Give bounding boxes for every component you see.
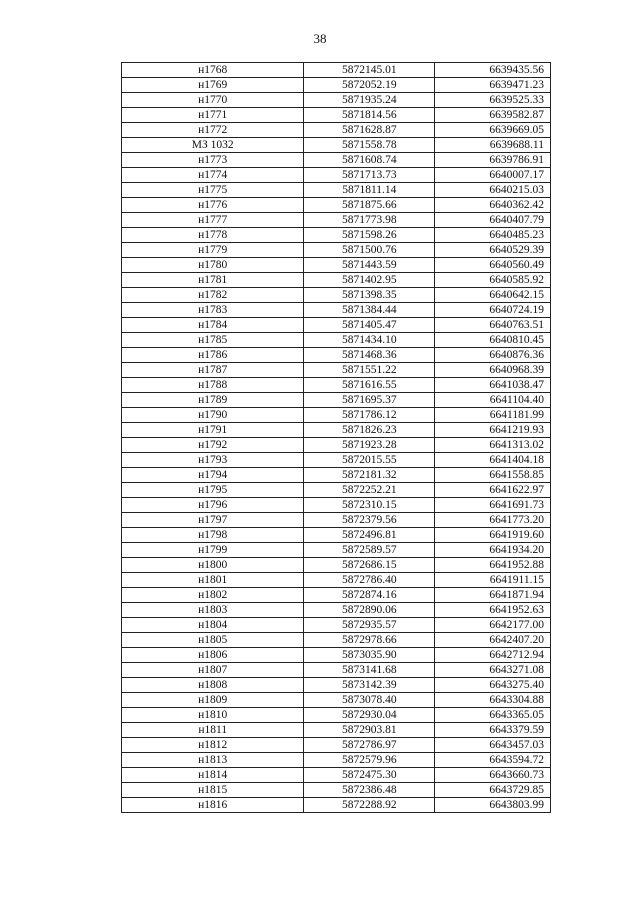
y-coordinate-cell: 6641871.94 [435, 588, 551, 603]
x-coordinate-cell: 5872903.81 [304, 723, 435, 738]
point-id-cell: н1775 [122, 183, 304, 198]
point-id-cell: н1786 [122, 348, 304, 363]
table-row [122, 243, 551, 258]
table-row [122, 528, 551, 543]
x-coordinate-cell: 5871405.47 [304, 318, 435, 333]
x-coordinate-cell: 5871786.12 [304, 408, 435, 423]
point-id-cell: н1805 [122, 633, 304, 648]
point-id-cell: н1771 [122, 108, 304, 123]
table-row [122, 738, 551, 753]
x-coordinate-cell: 5872686.15 [304, 558, 435, 573]
x-coordinate-cell: 5872386.48 [304, 783, 435, 798]
x-coordinate-cell: 5873142.39 [304, 678, 435, 693]
y-coordinate-cell: 6641622.97 [435, 483, 551, 498]
y-coordinate-cell: 6639669.05 [435, 123, 551, 138]
table-row [122, 393, 551, 408]
x-coordinate-cell: 5871398.35 [304, 288, 435, 303]
y-coordinate-cell: 6641934.20 [435, 543, 551, 558]
point-id-cell: н1809 [122, 693, 304, 708]
point-id-cell: н1813 [122, 753, 304, 768]
x-coordinate-cell: 5871935.24 [304, 93, 435, 108]
table-row [122, 723, 551, 738]
x-coordinate-cell: 5871814.56 [304, 108, 435, 123]
table-row [122, 798, 551, 813]
point-id-cell: н1788 [122, 378, 304, 393]
y-coordinate-cell: 6640407.79 [435, 213, 551, 228]
table-row [122, 258, 551, 273]
table-row [122, 438, 551, 453]
table-row [122, 603, 551, 618]
y-coordinate-cell: 6641911.15 [435, 573, 551, 588]
y-coordinate-cell: 6641773.20 [435, 513, 551, 528]
table-row [122, 408, 551, 423]
y-coordinate-cell: 6643457.03 [435, 738, 551, 753]
x-coordinate-cell: 5871558.78 [304, 138, 435, 153]
x-coordinate-cell: 5871402.95 [304, 273, 435, 288]
x-coordinate-cell: 5871434.10 [304, 333, 435, 348]
point-id-cell: н1793 [122, 453, 304, 468]
y-coordinate-cell: 6640763.51 [435, 318, 551, 333]
y-coordinate-cell: 6640642.15 [435, 288, 551, 303]
y-coordinate-cell: 6641038.47 [435, 378, 551, 393]
point-id-cell: н1804 [122, 618, 304, 633]
x-coordinate-cell: 5872786.40 [304, 573, 435, 588]
x-coordinate-cell: 5872252.21 [304, 483, 435, 498]
table-row [122, 78, 551, 93]
x-coordinate-cell: 5872288.92 [304, 798, 435, 813]
x-coordinate-cell: 5872589.57 [304, 543, 435, 558]
point-id-cell: н1789 [122, 393, 304, 408]
table-row [122, 543, 551, 558]
table-row [122, 213, 551, 228]
point-id-cell: н1797 [122, 513, 304, 528]
y-coordinate-cell: 6643365.05 [435, 708, 551, 723]
y-coordinate-cell: 6641952.88 [435, 558, 551, 573]
table-row [122, 468, 551, 483]
y-coordinate-cell: 6643660.73 [435, 768, 551, 783]
x-coordinate-cell: 5871500.76 [304, 243, 435, 258]
table-row [122, 783, 551, 798]
x-coordinate-cell: 5873141.68 [304, 663, 435, 678]
point-id-cell: н1783 [122, 303, 304, 318]
point-id-cell: н1799 [122, 543, 304, 558]
table-row [122, 558, 551, 573]
x-coordinate-cell: 5871875.66 [304, 198, 435, 213]
point-id-cell: н1802 [122, 588, 304, 603]
table-row [122, 663, 551, 678]
table-row [122, 378, 551, 393]
x-coordinate-cell: 5871598.26 [304, 228, 435, 243]
y-coordinate-cell: 6643803.99 [435, 798, 551, 813]
table-row [122, 138, 551, 153]
x-coordinate-cell: 5872874.16 [304, 588, 435, 603]
x-coordinate-cell: 5872890.06 [304, 603, 435, 618]
point-id-cell: н1794 [122, 468, 304, 483]
y-coordinate-cell: 6640724.19 [435, 303, 551, 318]
point-id-cell: н1774 [122, 168, 304, 183]
point-id-cell: н1776 [122, 198, 304, 213]
x-coordinate-cell: 5872310.15 [304, 498, 435, 513]
point-id-cell: н1778 [122, 228, 304, 243]
point-id-cell: н1810 [122, 708, 304, 723]
table-row [122, 303, 551, 318]
x-coordinate-cell: 5871628.87 [304, 123, 435, 138]
point-id-cell: н1806 [122, 648, 304, 663]
y-coordinate-cell: 6643729.85 [435, 783, 551, 798]
point-id-cell: н1807 [122, 663, 304, 678]
table-row [122, 423, 551, 438]
y-coordinate-cell: 6639525.33 [435, 93, 551, 108]
y-coordinate-cell: 6643275.40 [435, 678, 551, 693]
x-coordinate-cell: 5872145.01 [304, 63, 435, 78]
x-coordinate-cell: 5872475.30 [304, 768, 435, 783]
x-coordinate-cell: 5873078.40 [304, 693, 435, 708]
table-row [122, 333, 551, 348]
point-id-cell: н1816 [122, 798, 304, 813]
table-row [122, 588, 551, 603]
coordinates-table-body [122, 63, 551, 813]
point-id-cell: н1772 [122, 123, 304, 138]
y-coordinate-cell: 6640560.49 [435, 258, 551, 273]
y-coordinate-cell: 6643271.08 [435, 663, 551, 678]
y-coordinate-cell: 6640215.03 [435, 183, 551, 198]
page-number: 38 [313, 31, 327, 46]
point-id-cell: н1785 [122, 333, 304, 348]
table-row [122, 483, 551, 498]
point-id-cell: н1801 [122, 573, 304, 588]
y-coordinate-cell: 6640485.23 [435, 228, 551, 243]
point-id-cell: н1768 [122, 63, 304, 78]
table-row [122, 453, 551, 468]
point-id-cell: н1800 [122, 558, 304, 573]
table-row [122, 363, 551, 378]
y-coordinate-cell: 6641952.63 [435, 603, 551, 618]
x-coordinate-cell: 5871608.74 [304, 153, 435, 168]
table-row [122, 573, 551, 588]
y-coordinate-cell: 6641313.02 [435, 438, 551, 453]
y-coordinate-cell: 6641404.18 [435, 453, 551, 468]
table-row [122, 753, 551, 768]
table-row [122, 63, 551, 78]
y-coordinate-cell: 6641919.60 [435, 528, 551, 543]
point-id-cell: н1779 [122, 243, 304, 258]
table-row [122, 93, 551, 108]
table-row [122, 498, 551, 513]
table-row [122, 288, 551, 303]
x-coordinate-cell: 5871468.36 [304, 348, 435, 363]
table-row [122, 693, 551, 708]
table-row [122, 198, 551, 213]
point-id-cell: н1777 [122, 213, 304, 228]
table-row [122, 618, 551, 633]
y-coordinate-cell: 6642407.20 [435, 633, 551, 648]
x-coordinate-cell: 5871773.98 [304, 213, 435, 228]
table-row [122, 228, 551, 243]
y-coordinate-cell: 6641219.93 [435, 423, 551, 438]
x-coordinate-cell: 5872015.55 [304, 453, 435, 468]
table-row [122, 768, 551, 783]
coordinates-table [121, 62, 551, 813]
point-id-cell: н1787 [122, 363, 304, 378]
point-id-cell: н1773 [122, 153, 304, 168]
x-coordinate-cell: 5871713.73 [304, 168, 435, 183]
y-coordinate-cell: 6643379.59 [435, 723, 551, 738]
point-id-cell: н1780 [122, 258, 304, 273]
point-id-cell: н1784 [122, 318, 304, 333]
y-coordinate-cell: 6640529.39 [435, 243, 551, 258]
y-coordinate-cell: 6640007.17 [435, 168, 551, 183]
point-id-cell: н1798 [122, 528, 304, 543]
y-coordinate-cell: 6639688.11 [435, 138, 551, 153]
y-coordinate-cell: 6642177.00 [435, 618, 551, 633]
y-coordinate-cell: 6641104.40 [435, 393, 551, 408]
x-coordinate-cell: 5871923.28 [304, 438, 435, 453]
table-row [122, 168, 551, 183]
x-coordinate-cell: 5871384.44 [304, 303, 435, 318]
x-coordinate-cell: 5872579.96 [304, 753, 435, 768]
y-coordinate-cell: 6643304.88 [435, 693, 551, 708]
y-coordinate-cell: 6639435.56 [435, 63, 551, 78]
table-row [122, 348, 551, 363]
point-id-cell: н1769 [122, 78, 304, 93]
y-coordinate-cell: 6640362.42 [435, 198, 551, 213]
x-coordinate-cell: 5872496.81 [304, 528, 435, 543]
y-coordinate-cell: 6643594.72 [435, 753, 551, 768]
point-id-cell: н1795 [122, 483, 304, 498]
table-row [122, 273, 551, 288]
table-row [122, 153, 551, 168]
point-id-cell: н1808 [122, 678, 304, 693]
y-coordinate-cell: 6642712.94 [435, 648, 551, 663]
x-coordinate-cell: 5871443.59 [304, 258, 435, 273]
table-row [122, 633, 551, 648]
x-coordinate-cell: 5873035.90 [304, 648, 435, 663]
point-id-cell: н1790 [122, 408, 304, 423]
table-row [122, 708, 551, 723]
y-coordinate-cell: 6639786.91 [435, 153, 551, 168]
point-id-cell: н1796 [122, 498, 304, 513]
table-row [122, 318, 551, 333]
table-row [122, 513, 551, 528]
x-coordinate-cell: 5872935.57 [304, 618, 435, 633]
point-id-cell: н1792 [122, 438, 304, 453]
point-id-cell: н1811 [122, 723, 304, 738]
x-coordinate-cell: 5871616.55 [304, 378, 435, 393]
y-coordinate-cell: 6641558.85 [435, 468, 551, 483]
x-coordinate-cell: 5872052.19 [304, 78, 435, 93]
point-id-cell: н1782 [122, 288, 304, 303]
table-row [122, 678, 551, 693]
y-coordinate-cell: 6639471.23 [435, 78, 551, 93]
point-id-cell: н1803 [122, 603, 304, 618]
point-id-cell: н1791 [122, 423, 304, 438]
table-row [122, 123, 551, 138]
point-id-cell: н1812 [122, 738, 304, 753]
y-coordinate-cell: 6639582.87 [435, 108, 551, 123]
y-coordinate-cell: 6640968.39 [435, 363, 551, 378]
point-id-cell: н1814 [122, 768, 304, 783]
x-coordinate-cell: 5872786.97 [304, 738, 435, 753]
y-coordinate-cell: 6640585.92 [435, 273, 551, 288]
point-id-cell: МЗ 1032 [122, 138, 304, 153]
y-coordinate-cell: 6641691.73 [435, 498, 551, 513]
x-coordinate-cell: 5872379.56 [304, 513, 435, 528]
point-id-cell: н1770 [122, 93, 304, 108]
point-id-cell: н1781 [122, 273, 304, 288]
table-row [122, 183, 551, 198]
y-coordinate-cell: 6640876.36 [435, 348, 551, 363]
table-row [122, 108, 551, 123]
x-coordinate-cell: 5872978.66 [304, 633, 435, 648]
table-row [122, 648, 551, 663]
x-coordinate-cell: 5872930.04 [304, 708, 435, 723]
x-coordinate-cell: 5872181.32 [304, 468, 435, 483]
x-coordinate-cell: 5871551.22 [304, 363, 435, 378]
x-coordinate-cell: 5871695.37 [304, 393, 435, 408]
point-id-cell: н1815 [122, 783, 304, 798]
x-coordinate-cell: 5871826.23 [304, 423, 435, 438]
x-coordinate-cell: 5871811.14 [304, 183, 435, 198]
y-coordinate-cell: 6641181.99 [435, 408, 551, 423]
y-coordinate-cell: 6640810.45 [435, 333, 551, 348]
